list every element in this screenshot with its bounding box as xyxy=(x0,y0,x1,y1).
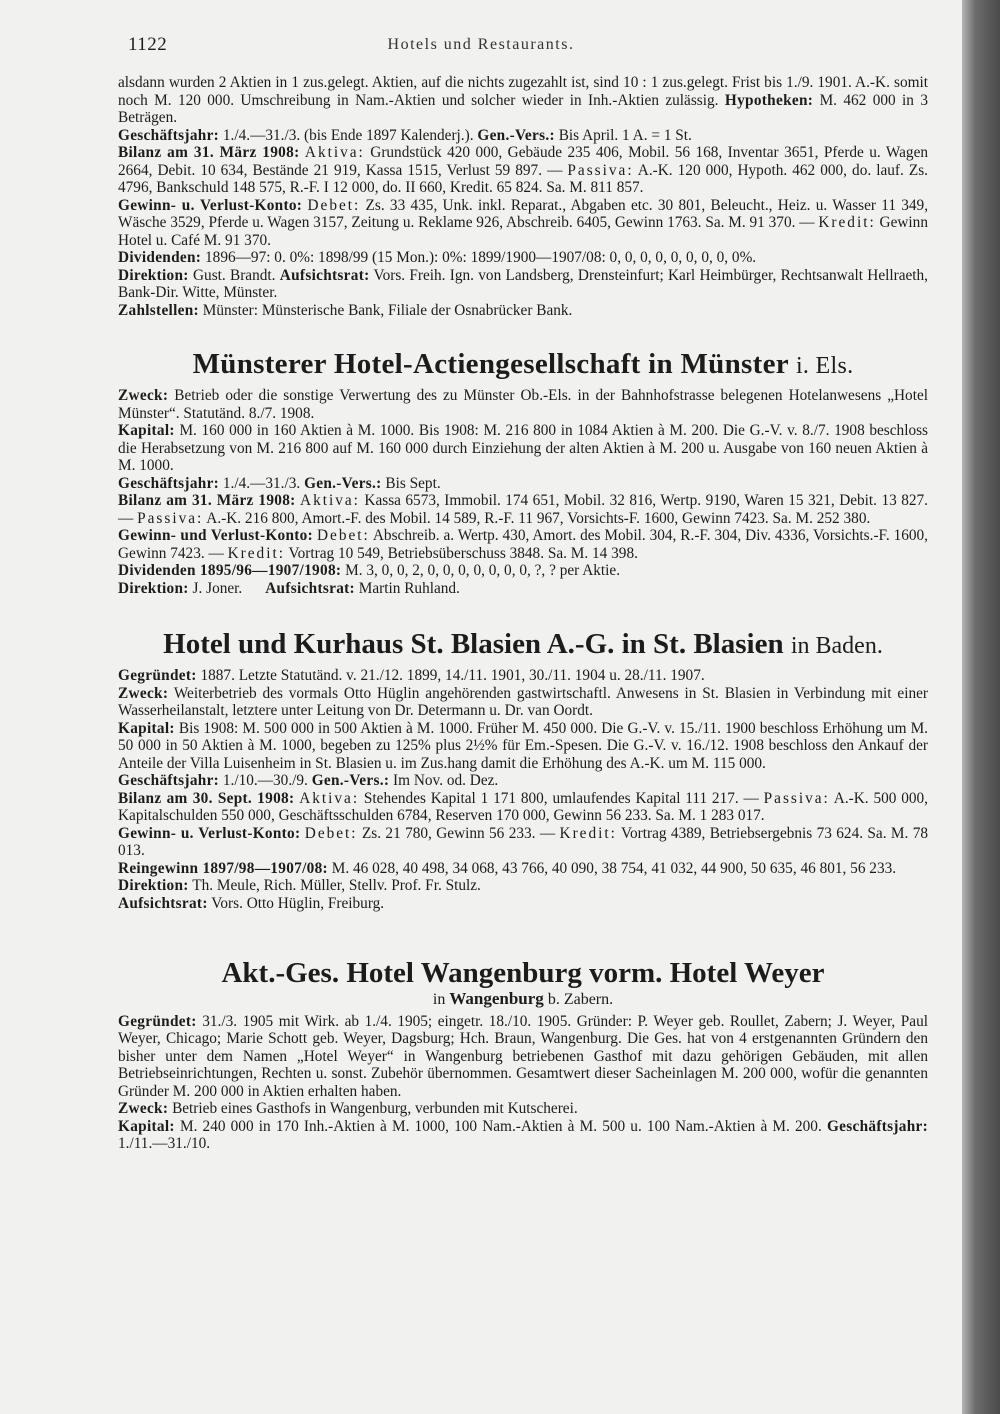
management-board: Direktion: J. Joner. Aufsichtsrat: Martin Ruhland. xyxy=(118,579,460,597)
company-title: Akt.-Ges. Hotel Wangenburg vorm. Hotel Weyer xyxy=(221,957,825,989)
book-spine-shadow xyxy=(962,0,1000,1414)
profit-loss-account: Gewinn- und Verlust-Konto: Debet: Abschreib. a. Wertp. 430, Amort. des Mobil. 304, R.-F. 304, Div. 4336, Vorsichts.-F. 1600, Gewinn 7423. — Kredit: Vortrag 10 549, Betriebsüberschuss 3848. Sa. M. 14 398. xyxy=(118,527,929,562)
company-location: in Wangenburg b. Zabern. xyxy=(432,989,614,1008)
capital-continuation: alsdann wurden 2 Aktien in 1 zus.gelegt. Aktien, auf die nichts zugezahlt ist, sind 10 : 1 zus.gelegt. Frist bis 1./9. 1901. A.-K. somit noch M. 120 000. Umschreibung in Nam.-Aktien und solcher wieder in Inh.-Aktien zulässig. Hypotheken: M. 462 000 in 3 Beträgen. xyxy=(118,74,928,126)
dividends: Dividenden: 1896—97: 0. 0%: 1898/99 (15 Mon.): 0%: 1899/1900—1907/08: 0, 0, 0, 0, 0, 0, 0, 0, 0%. xyxy=(118,249,757,266)
founded: Gegründet: 31./3. 1905 mit Wirk. ab 1./4. 1905; eingetr. 18./10. 1905. Gründer: P. Weyer geb. Roullet, Zabern; J. Weyer, Paul Weyer, Chicago; Marie Schott geb. Weyer, Dagsburg; Hch. Braun, Wangenburg. Die Ges. hat von 4 erstgenannten Gründern den bisher unter dem Namen „Hotel Weyer“ in Wangenburg betriebenen Gasthof mit dazu gehörigen Gebäuden, mit allen Betriebseinrichtungen, Rechten u. sonst. Zubehör übernommen. Gesamtwert dieser Sacheinlagen M. 200 000, wofür die genannten Gründer M. 200 000 in Aktien erhalten haben. xyxy=(118,1012,928,1100)
balance-sheet: Bilanz am 31. März 1908: Aktiva: Grundstück 420 000, Gebäude 235 406, Mobil. 56 168, Inventar 3651, Pferde u. Wagen 2664, Debit. 10 634, Bestände 21 919, Kassa 1515, Verlust 59 897. — Passiva: A.-K. 120 000, Hypoth. 462 000, do. lauf. Zs. 4796, Bankschuld 148 575, R.-F. I 12 000, do. II 660, Kredit. 65 824. Sa. M. 811 857. xyxy=(118,144,929,196)
purpose: Zweck: Weiterbetrieb des vormals Otto Hüglin angehörenden gastwirtschaftl. Anwesens in St. Blasien in Verbindung mit einer Wasserheilanstalt, letztere unter Leitung von Dr. Determann u. Dr. van Oordt. xyxy=(118,684,928,719)
company-title: Münsterer Hotel-Actiengesellschaft in Münster i. Els. xyxy=(192,348,854,380)
capital: Kapital: M. 240 000 in 170 Inh.-Aktien à M. 1000, 100 Nam.-Aktien à M. 500 u. 100 Nam.-Aktien à M. 200. Geschäftsjahr: 1./11.—31./10. xyxy=(118,1117,929,1152)
capital: Kapital: M. 160 000 in 160 Aktien à M. 1000. Bis 1908: M. 216 800 in 1084 Aktien à M. 200. Die G.-V. v. 8./7. 1908 beschloss die Herabsetzung von M. 216 800 auf M. 160 000 durch Einziehung der alten Aktien à M. 200 u. Ausgabe von 160 neuen Aktien à M. 1000. xyxy=(118,422,928,474)
balance-sheet: Bilanz am 30. Sept. 1908: Aktiva: Stehendes Kapital 1 171 800, umlaufendes Kapital 111 217. — Passiva: A.-K. 500 000, Kapitalschulden 550 000, Geschäftsschulden 6784, Reserven 170 000, Gewinn 56 233. Sa. M. 1 283 017. xyxy=(118,789,928,824)
label-hypotheken: Hypotheken: xyxy=(724,91,814,109)
dividends: Dividenden 1895/96—1907/1908: M. 3, 0, 0, 2, 0, 0, 0, 0, 0, 0, 0, ?, ? per Aktie. xyxy=(118,562,621,579)
management-board: Direktion: Gust. Brandt. Aufsichtsrat: Vors. Freih. Ign. von Landsberg, Drensteinfurt; Karl Heimbürger, Rechtsanwalt Hellraeth, Bank-Dir. Witte, Münster. xyxy=(118,266,929,301)
profit-loss-account: Gewinn- u. Verlust-Konto: Debet: Zs. 33 435, Unk. inkl. Reparat., Abgaben etc. 30 801, Beleucht., Heiz. u. Wasser 11 349, Wäsche 3529, Pferde u. Wagen 3157, Zeitung u. Reklame 926, Abschreib. 6405, Gewinn 1763. Sa. M. 91 370. — Kredit: Gewinn Hotel u. Café M. 91 370. xyxy=(118,196,929,249)
company-title: Hotel und Kurhaus St. Blasien A.-G. in St. Blasien in Baden. xyxy=(163,628,883,660)
page-header xyxy=(0,30,962,60)
fiscal-year-line: Geschäftsjahr: 1./10.—30./9. Gen.-Vers.: Im Nov. od. Dez. xyxy=(118,772,499,789)
running-title: Hotels und Restaurants. xyxy=(387,36,575,53)
company-entry-st-blasien xyxy=(118,627,928,912)
page-number: 1122 xyxy=(128,34,168,55)
balance-sheet: Bilanz am 31. März 1908: Aktiva: Kassa 6573, Immobil. 174 651, Mobil. 32 816, Wertp. 9190, Waren 15 321, Debit. 13 827. — Passiva: A.-K. 216 800, Amort.-F. des Mobil. 14 589, R.-F. 11 967, Vorsichts-F. 1600, Gewinn 7423. Sa. M. 252 380. xyxy=(118,492,928,527)
net-profit: Reingewinn 1897/98—1907/08: M. 46 028, 40 498, 34 068, 43 766, 40 090, 38 754, 41 032, 44 900, 50 635, 46 801, 56 233. xyxy=(118,859,897,877)
management: Direktion: Th. Meule, Rich. Müller, Stellv. Prof. Fr. Stulz. xyxy=(118,877,481,894)
purpose: Zweck: Betrieb eines Gasthofs in Wangenburg, verbunden mit Kutscherei. xyxy=(118,1100,578,1117)
founded: Gegründet: 1887. Letzte Statutänd. v. 21./12. 1899, 14./11. 1901, 30./11. 1904 u. 28./11. 1907. xyxy=(118,667,705,684)
previous-company-entry xyxy=(118,74,928,319)
company-entry-munster-hotel xyxy=(118,347,928,597)
page-content xyxy=(118,74,928,1153)
fiscal-year-line: Geschäftsjahr: 1./4.—31./3. (bis Ende 1897 Kalenderj.). Gen.-Vers.: Bis April. 1 A. = 1 St. xyxy=(118,126,692,144)
paying-agents: Zahlstellen: Münster: Münsterische Bank, Filiale der Osnabrücker Bank. xyxy=(118,301,573,319)
company-entry-wangenburg xyxy=(118,956,928,1153)
purpose: Zweck: Betrieb oder die sonstige Verwertung des zu Münster Ob.-Els. in der Bahnhofstrasse belegenen Hotelanwesens „Hotel Münster“. Statutänd. 8./7. 1908. xyxy=(118,387,928,422)
profit-loss-account: Gewinn- u. Verlust-Konto: Debet: Zs. 21 780, Gewinn 56 233. — Kredit: Vortrag 4389, Betriebsergebnis 73 624. Sa. M. 78 013. xyxy=(118,824,928,859)
supervisory-board: Aufsichtsrat: Vors. Otto Hüglin, Freiburg. xyxy=(118,894,385,912)
capital: Kapital: Bis 1908: M. 500 000 in 500 Aktien à M. 1000. Früher M. 450 000. Die G.-V. v. 15./11. 1900 beschloss Erhöhung um M. 50 000 in 50 Aktien à M. 1000, begeben zu 125% plus 2½% für Em.-Spesen. Die G.-V. v. 16./12. 1908 beschloss den Ankauf der Anteile der Villa Luisenheim in St. Blasien u. im Zus.hang damit die Erhöhung des A.-K. um M. 115 000. xyxy=(118,719,928,772)
fiscal-year-line: Geschäftsjahr: 1./4.—31./3. Gen.-Vers.: Bis Sept. xyxy=(118,474,441,492)
